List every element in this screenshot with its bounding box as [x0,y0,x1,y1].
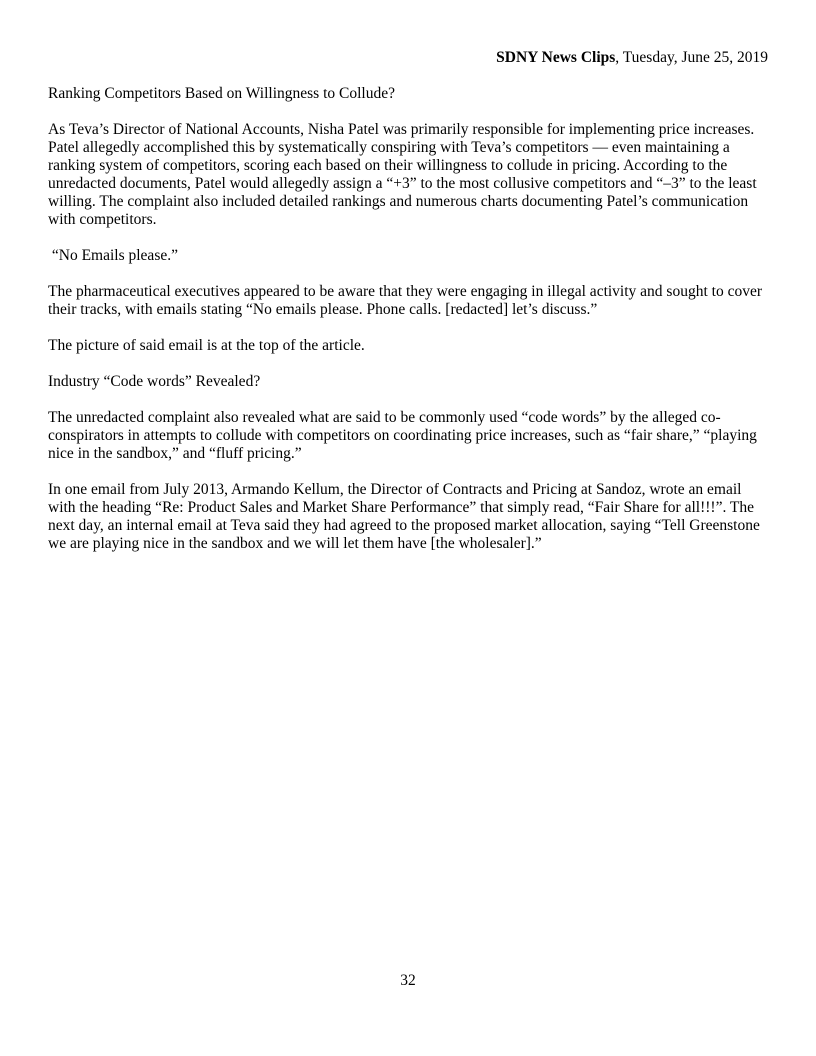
publication-date: , Tuesday, June 25, 2019 [615,49,768,66]
paragraph-email-picture: The picture of said email is at the top of the article. [48,337,365,354]
paragraph-no-emails: The pharmaceutical executives appeared to be aware that they were engaging in illegal activity and sought to cover their tracks, with emails stating “No emails please. Phone calls. [redacted] let’s discuss.” [48,283,762,318]
article-body [48,85,772,571]
publication-name: SDNY News Clips [496,49,616,66]
section-heading-no-emails: “No Emails please.” [48,247,178,264]
paragraph-code-words: The unredacted complaint also revealed what are said to be commonly used “code words” by the alleged co-conspirators in attempts to collude with competitors on coordinating price increases, such as “fair share,” “playing nice in the sandbox,” and “fluff pricing.” [48,409,757,462]
section-heading-code-words: Industry “Code words” Revealed? [48,373,261,390]
paragraph-email-example: In one email from July 2013, Armando Kellum, the Director of Contracts and Pricing at Sandoz, wrote an email with the heading “Re: Product Sales and Market Share Performance” that simply read, “Fair Share for all!!!”. The next day, an internal email at Teva said they had agreed to the proposed market allocation, saying “Tell Greenstone we are playing nice in the sandbox and we will let them have [the wholesaler].” [48,481,760,552]
page-number: 32 [400,972,416,989]
paragraph-ranking: As Teva’s Director of National Accounts, Nisha Patel was primarily responsible for implementing price increases. Patel allegedly accomplished this by systematically conspiring with Teva’s competitors — even maintaining a ranking system of competitors, scoring each based on their willingness to collude in pricing. According to the unredacted documents, Patel would allegedly assign a “+3” to the most collusive competitors and “–3” to the least willing. The complaint also included detailed rankings and numerous charts documenting Patel’s communication with competitors. [48,121,757,228]
section-heading-ranking: Ranking Competitors Based on Willingness to Collude? [48,85,395,102]
page-header [496,48,768,68]
